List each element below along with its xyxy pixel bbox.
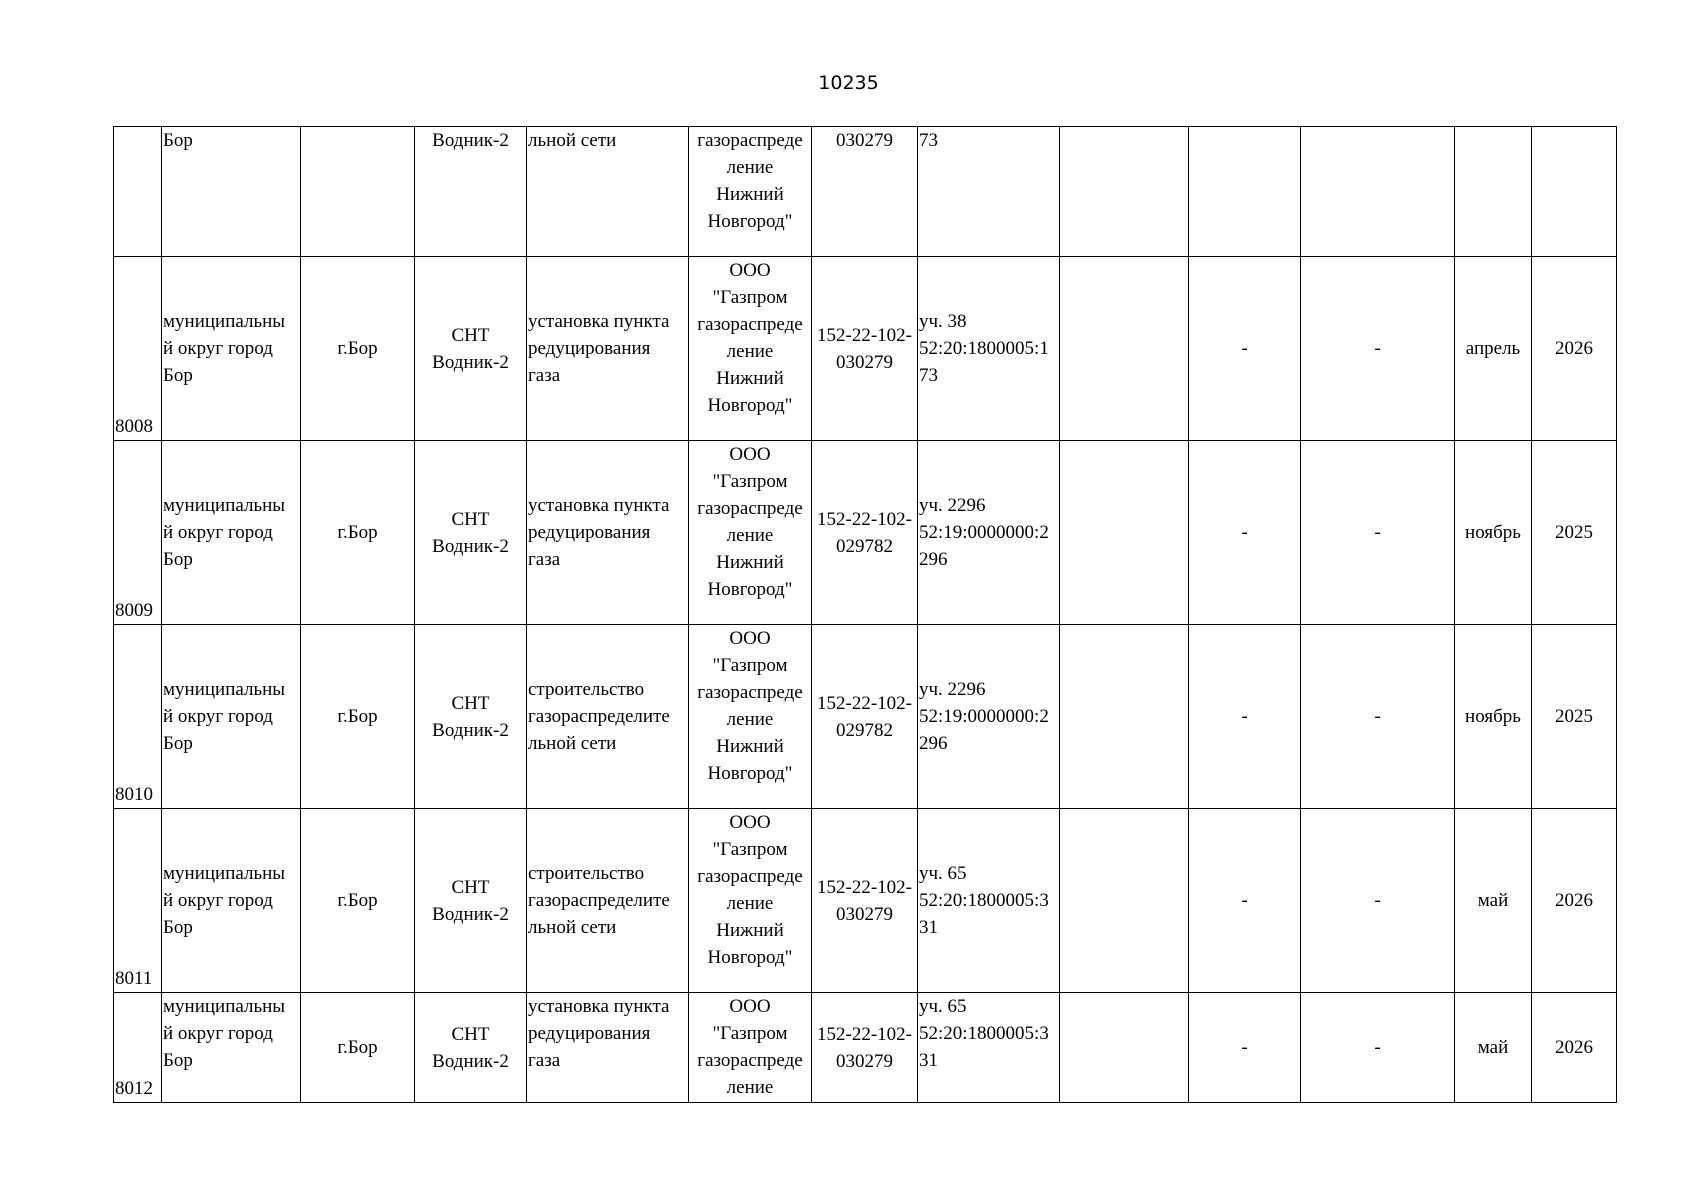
year-cell: [1532, 127, 1617, 257]
work-cell: строительство газораспределите льной сети: [527, 809, 689, 993]
month-cell: ноябрь: [1455, 441, 1532, 625]
company-cell: ООО "Газпром газораспреде ление Нижний Новгород": [689, 809, 812, 993]
settlement-cell: г.Бор: [301, 625, 415, 809]
table-row: [114, 127, 1617, 257]
work-cell: установка пункта редуцирования газа: [527, 441, 689, 625]
municipality-cell: муниципальны й округ город Бор: [162, 625, 301, 809]
object-cell: СНТ Водник-2: [415, 625, 527, 809]
year-cell: 2026: [1532, 809, 1617, 993]
settlement-cell: г.Бор: [301, 257, 415, 441]
row-number: [114, 127, 162, 257]
object-cell: СНТ Водник-2: [415, 257, 527, 441]
company-cell: газораспреде ление Нижний Новгород": [689, 127, 812, 257]
contract-cell: 152-22-102- 030279: [812, 993, 918, 1103]
month-cell: май: [1455, 809, 1532, 993]
settlement-cell: г.Бор: [301, 809, 415, 993]
settlement-cell: [301, 127, 415, 257]
month-cell: апрель: [1455, 257, 1532, 441]
empty-cell: [1060, 127, 1189, 257]
year-cell: 2025: [1532, 625, 1617, 809]
empty-cell: [1060, 993, 1189, 1103]
parcel-cell: уч. 2296 52:19:0000000:2 296: [918, 441, 1060, 625]
year-cell: 2026: [1532, 257, 1617, 441]
row-number: 8009: [114, 441, 162, 625]
object-cell: СНТ Водник-2: [415, 441, 527, 625]
dash-cell: -: [1301, 441, 1455, 625]
municipality-cell: муниципальны й округ город Бор: [162, 993, 301, 1103]
work-cell: установка пункта редуцирования газа: [527, 257, 689, 441]
settlement-cell: г.Бор: [301, 993, 415, 1103]
dash-cell: [1189, 127, 1301, 257]
contract-cell: 030279: [812, 127, 918, 257]
parcel-cell: уч. 65 52:20:1800005:3 31: [918, 993, 1060, 1103]
dash-cell: -: [1189, 257, 1301, 441]
empty-cell: [1060, 441, 1189, 625]
company-cell: ООО "Газпром газораспреде ление Нижний Новгород": [689, 441, 812, 625]
table-row: [114, 993, 1617, 1103]
year-cell: 2025: [1532, 441, 1617, 625]
registry-table: [113, 126, 1617, 1103]
object-cell: Водник-2: [415, 127, 527, 257]
row-number: 8008: [114, 257, 162, 441]
contract-cell: 152-22-102- 029782: [812, 625, 918, 809]
dash-cell: -: [1189, 993, 1301, 1103]
company-cell: ООО "Газпром газораспреде ление Нижний Новгород": [689, 625, 812, 809]
object-cell: СНТ Водник-2: [415, 993, 527, 1103]
row-number: 8012: [114, 993, 162, 1103]
work-cell: льной сети: [527, 127, 689, 257]
empty-cell: [1060, 809, 1189, 993]
contract-cell: 152-22-102- 030279: [812, 257, 918, 441]
month-cell: май: [1455, 993, 1532, 1103]
page-number: 10235: [818, 72, 879, 94]
month-cell: ноябрь: [1455, 625, 1532, 809]
parcel-cell: уч. 2296 52:19:0000000:2 296: [918, 625, 1060, 809]
work-cell: установка пункта редуцирования газа: [527, 993, 689, 1103]
dash-cell: -: [1189, 441, 1301, 625]
dash-cell: -: [1301, 809, 1455, 993]
municipality-cell: муниципальны й округ город Бор: [162, 441, 301, 625]
parcel-cell: 73: [918, 127, 1060, 257]
month-cell: [1455, 127, 1532, 257]
municipality-cell: муниципальны й округ город Бор: [162, 257, 301, 441]
empty-cell: [1060, 257, 1189, 441]
table-row: [114, 625, 1617, 809]
table-row: [114, 809, 1617, 993]
company-cell: ООО "Газпром газораспреде ление: [689, 993, 812, 1103]
contract-cell: 152-22-102- 030279: [812, 809, 918, 993]
dash-cell: -: [1189, 809, 1301, 993]
row-number: 8011: [114, 809, 162, 993]
contract-cell: 152-22-102- 029782: [812, 441, 918, 625]
parcel-cell: уч. 38 52:20:1800005:1 73: [918, 257, 1060, 441]
municipality-cell: муниципальны й округ город Бор: [162, 809, 301, 993]
object-cell: СНТ Водник-2: [415, 809, 527, 993]
dash-cell: -: [1301, 257, 1455, 441]
year-cell: 2026: [1532, 993, 1617, 1103]
parcel-cell: уч. 65 52:20:1800005:3 31: [918, 809, 1060, 993]
dash-cell: -: [1301, 993, 1455, 1103]
settlement-cell: г.Бор: [301, 441, 415, 625]
table-row: [114, 441, 1617, 625]
table-row: [114, 257, 1617, 441]
work-cell: строительство газораспределите льной сети: [527, 625, 689, 809]
dash-cell: [1301, 127, 1455, 257]
empty-cell: [1060, 625, 1189, 809]
dash-cell: -: [1301, 625, 1455, 809]
dash-cell: -: [1189, 625, 1301, 809]
row-number: 8010: [114, 625, 162, 809]
company-cell: ООО "Газпром газораспреде ление Нижний Новгород": [689, 257, 812, 441]
municipality-cell: Бор: [162, 127, 301, 257]
